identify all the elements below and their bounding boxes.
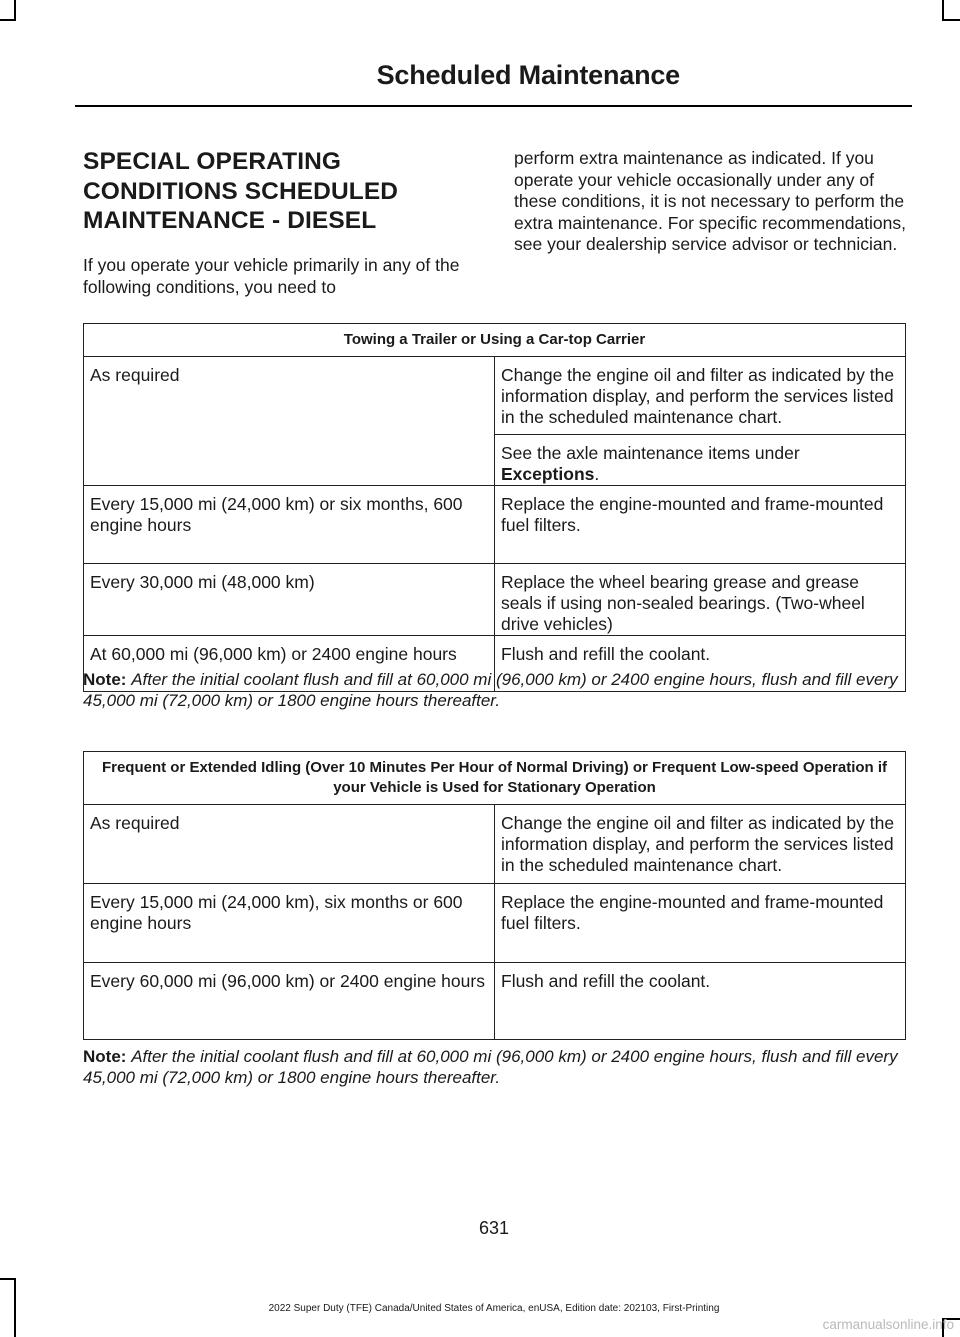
header-divider — [75, 105, 912, 107]
note — [83, 669, 913, 711]
table-title: Frequent or Extended Idling (Over 10 Minutes Per Hour of Normal Driving) or Frequent Low-speed Operation if your Vehicle is Used for Stationary Operation — [84, 752, 906, 805]
section-title-line: SPECIAL OPERATING — [83, 148, 342, 175]
action-cell: Replace the engine-mounted and frame-mounted fuel filters. — [495, 884, 906, 963]
section-title — [83, 147, 473, 236]
section-title-line: CONDITIONS SCHEDULED — [83, 177, 399, 205]
interval-cell: As required — [84, 357, 495, 486]
note-label: Note: — [83, 1047, 127, 1066]
note-text: After the initial coolant flush and fill at 60,000 mi (96,000 km) or 2400 engine hours, flush and fill every 45,000 mi (72,000 km) or 1800 engine hours thereafter. — [83, 670, 898, 710]
table-header-row — [84, 324, 906, 357]
intro-paragraph-continued: perform extra maintenance as indicated. If you operate your vehicle occasionally under any of these conditions, it is not necessary to perform the extra maintenance. For specific recommendations, see your dealership service advisor or technician. — [514, 148, 906, 254]
towing-maintenance-table — [83, 323, 906, 692]
table-row — [84, 805, 906, 884]
action-cell: Replace the wheel bearing grease and grease seals if using non-sealed bearings. (Two-wheel drive vehicles) — [495, 564, 906, 636]
crop-mark — [0, 1278, 16, 1280]
table-title: Towing a Trailer or Using a Car-top Carrier — [84, 324, 906, 357]
interval-cell: At 60,000 mi (96,000 km) or 2400 engine hours — [84, 636, 495, 692]
table-row — [84, 884, 906, 963]
action-cell: Change the engine oil and filter as indicated by the information display, and perform the services listed in the scheduled maintenance chart. — [495, 805, 906, 884]
page-header-title: Scheduled Maintenance — [376, 60, 680, 90]
table-row — [84, 357, 906, 435]
table-header-row — [84, 752, 906, 805]
action-cell — [495, 435, 906, 486]
crop-mark — [14, 0, 16, 20]
table-row — [84, 963, 906, 1040]
action-text: . — [594, 464, 600, 484]
idling-maintenance-table — [83, 751, 906, 1040]
crop-mark — [942, 0, 944, 20]
interval-cell: As required — [84, 805, 495, 884]
section-title-line: MAINTENANCE - DIESEL — [83, 207, 377, 234]
note-label: Note: — [83, 670, 127, 689]
interval-cell: Every 30,000 mi (48,000 km) — [84, 564, 495, 636]
crop-mark — [942, 19, 960, 21]
interval-cell: Every 15,000 mi (24,000 km), six months or 600 engine hours — [84, 884, 495, 963]
crop-mark — [0, 19, 16, 21]
edition-footer: 2022 Super Duty (TFE) Canada/United States of America, enUSA, Edition date: 202103, First-Printing — [268, 1303, 720, 1314]
action-cell: Change the engine oil and filter as indicated by the information display, and perform the services listed in the scheduled maintenance chart. — [495, 357, 906, 435]
exceptions-reference: Exceptions — [501, 464, 595, 484]
action-text: See the axle maintenance items under — [501, 443, 800, 463]
note-text: After the initial coolant flush and fill at 60,000 mi (96,000 km) or 2400 engine hours, flush and fill every 45,000 mi (72,000 km) or 1800 engine hours thereafter. — [83, 1047, 898, 1087]
action-cell: Flush and refill the coolant. — [495, 636, 906, 692]
watermark: carmanualsonline.info — [822, 1317, 954, 1332]
page-number: 631 — [478, 1218, 510, 1238]
interval-cell: Every 15,000 mi (24,000 km) or six months, 600 engine hours — [84, 486, 495, 564]
action-cell: Replace the engine-mounted and frame-mounted fuel filters. — [495, 486, 906, 564]
interval-cell: Every 60,000 mi (96,000 km) or 2400 engine hours — [84, 963, 495, 1040]
intro-paragraph: If you operate your vehicle primarily in any of the following conditions, you need to — [83, 255, 460, 297]
table-row — [84, 486, 906, 564]
note — [83, 1046, 913, 1088]
table-row — [84, 564, 906, 636]
action-cell: Flush and refill the coolant. — [495, 963, 906, 1040]
